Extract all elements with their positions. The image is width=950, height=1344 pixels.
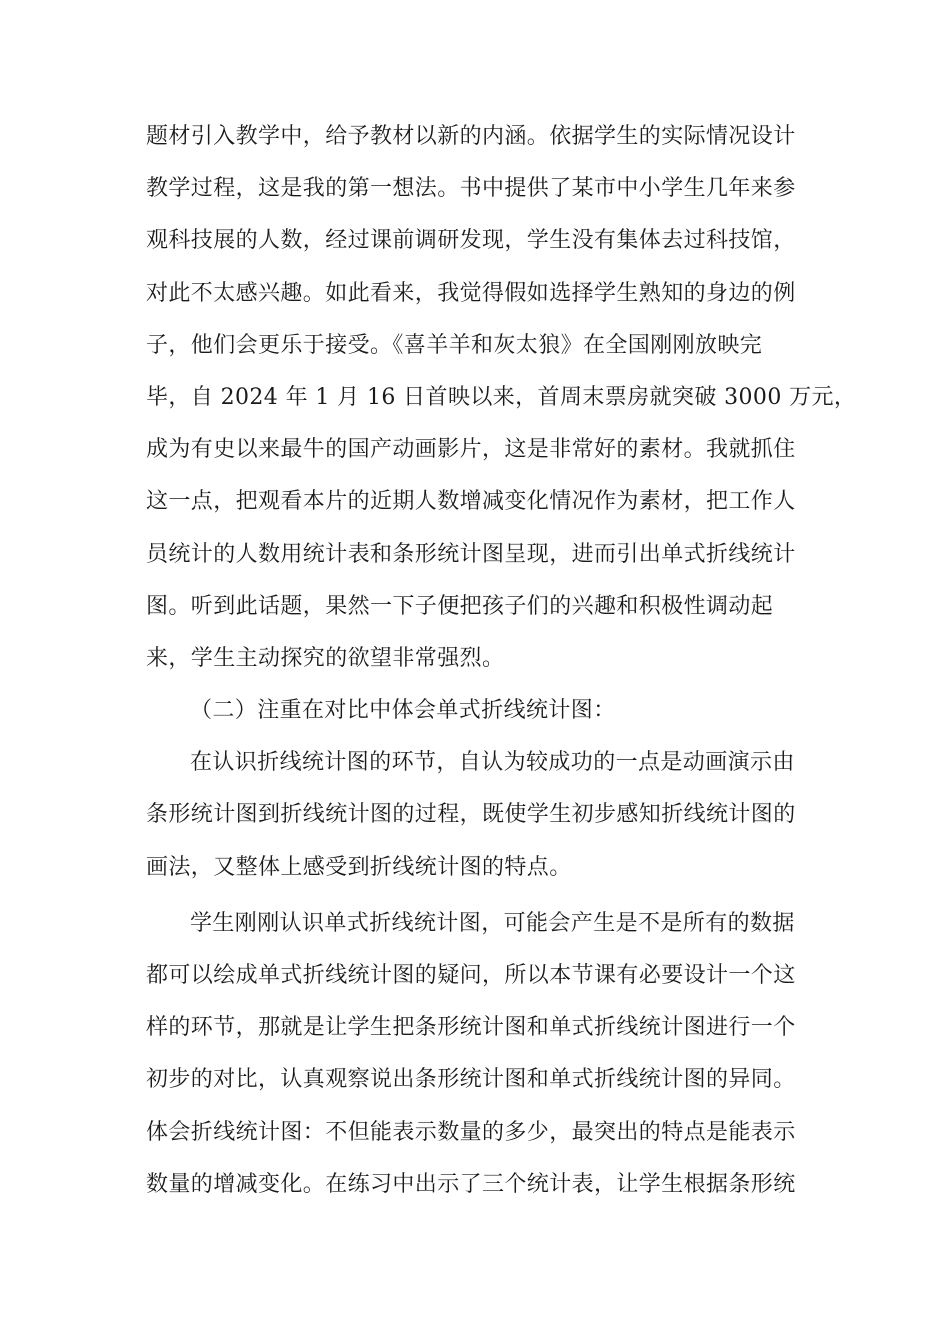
paragraph-3-line: 样的环节，那就是让学生把条形统计图和单式折线统计图进行一个 bbox=[146, 1015, 796, 1041]
paragraph-1-line: 员统计的人数用统计表和条形统计图呈现，进而引出单式折线统计 bbox=[146, 541, 796, 567]
section-heading: （二）注重在对比中体会单式折线统计图： bbox=[190, 698, 616, 724]
paragraph-1-line: 对此不太感兴趣。如此看来，我觉得假如选择学生熟知的身边的例 bbox=[146, 280, 796, 306]
paragraph-1-line: 观科技展的人数，经过课前调研发现，学生没有集体去过科技馆， bbox=[146, 228, 796, 254]
paragraph-3-line: 都可以绘成单式折线统计图的疑问，所以本节课有必要设计一个这 bbox=[146, 963, 796, 988]
paragraph-1-line: 成为有史以来最牛的国产动画影片，这是非常好的素材。我就抓住 bbox=[146, 437, 796, 463]
paragraph-1-line: 教学过程，这是我的第一想法。书中提供了某市中小学生几年来参 bbox=[146, 176, 796, 202]
paragraph-1 bbox=[146, 111, 857, 685]
paragraph-3 bbox=[146, 898, 806, 1211]
paragraph-3-line: 初步的对比，认真观察说出条形统计图和单式折线统计图的异同。 bbox=[146, 1067, 796, 1093]
paragraph-3-line: 数量的增减变化。在练习中出示了三个统计表，让学生根据条形统 bbox=[146, 1171, 796, 1197]
document-body bbox=[146, 111, 857, 1211]
paragraph-3-line: 体会折线统计图：不但能表示数量的多少，最突出的特点是能表示 bbox=[146, 1119, 796, 1145]
paragraph-1-line: 毕，自 2024 年 1 月 16 日首映以来，首周末票房就突破 3000 万元， bbox=[146, 384, 857, 410]
paragraph-2-line: 画法，又整体上感受到折线统计图的特点。 bbox=[146, 854, 572, 880]
paragraph-1-line: 子，他们会更乐于接受。《喜羊羊和灰太狼》在全国刚刚放映完 bbox=[146, 332, 763, 358]
paragraph-2-line: 条形统计图到折线统计图的过程，既使学生初步感知折线统计图的 bbox=[146, 802, 796, 828]
paragraph-1-line: 图。听到此话题，果然一下子便把孩子们的兴趣和积极性调动起 bbox=[146, 593, 774, 619]
paragraph-2-line: 在认识折线统计图的环节，自认为较成功的一点是动画演示由 bbox=[190, 750, 795, 776]
paragraph-3-line: 学生刚刚认识单式折线统计图，可能会产生是不是所有的数据 bbox=[190, 910, 795, 936]
paragraph-1-line: 这一点，把观看本片的近期人数增减变化情况作为素材，把工作人 bbox=[146, 489, 796, 515]
paragraph-1-line: 来，学生主动探究的欲望非常强烈。 bbox=[146, 645, 505, 671]
paragraph-2 bbox=[146, 737, 806, 894]
paragraph-1-line: 题材引入教学中，给予教材以新的内涵。依据学生的实际情况设计 bbox=[146, 124, 796, 149]
